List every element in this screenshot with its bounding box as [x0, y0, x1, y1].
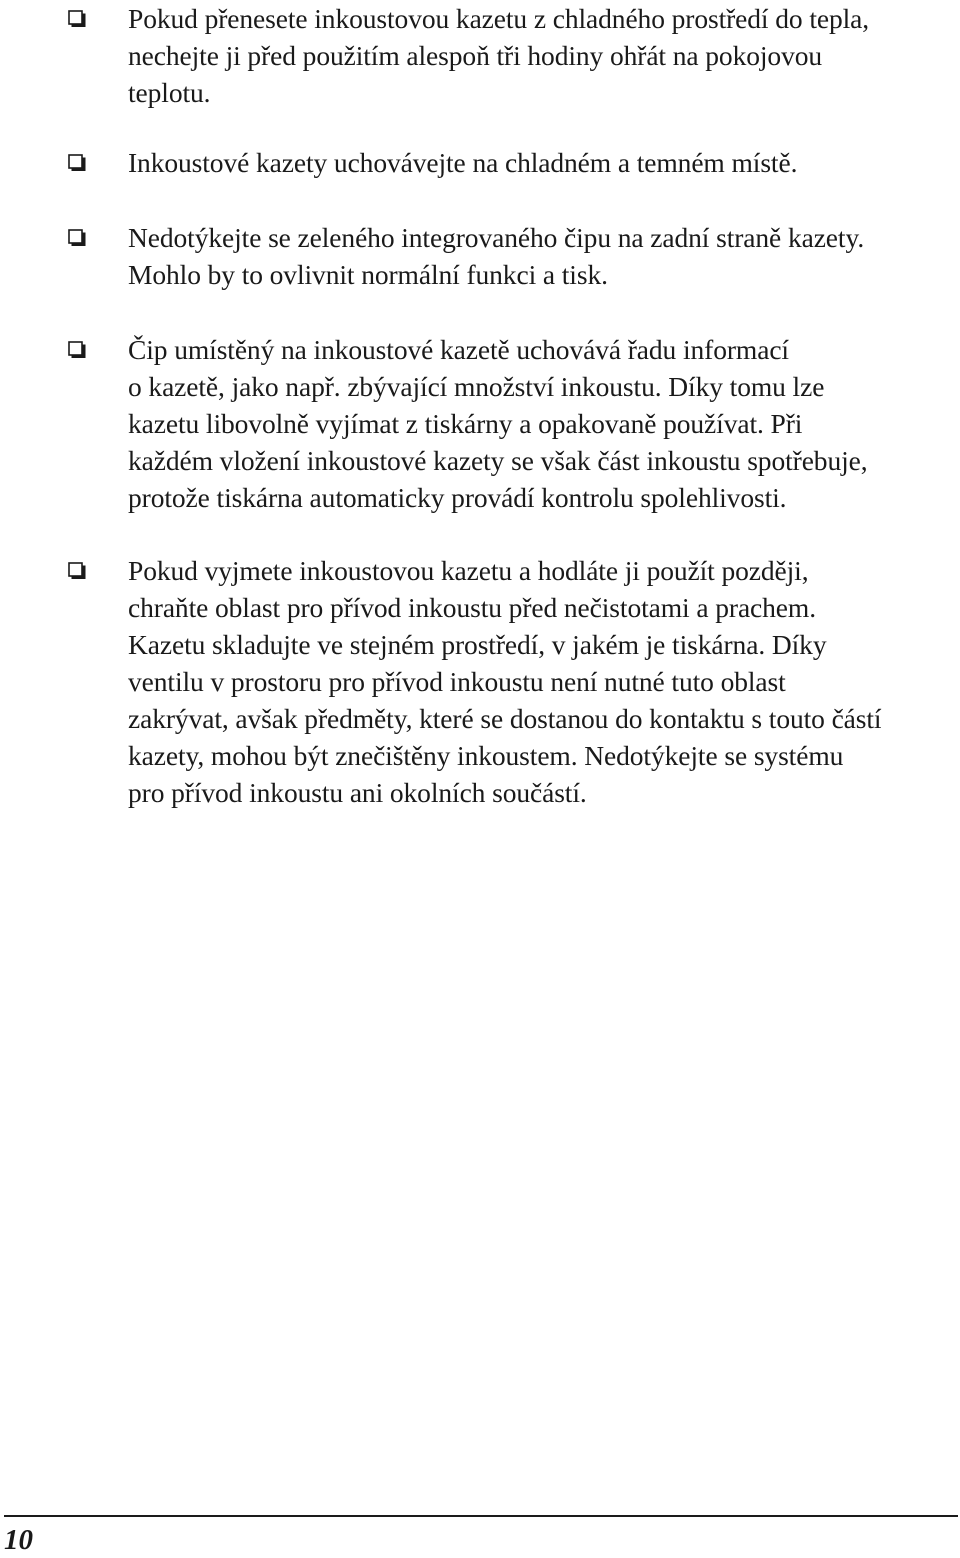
list-item-text: Inkoustové kazety uchovávejte na chladném a temném místě.: [128, 147, 798, 178]
list-item-text: Nedotýkejte se zeleného integrovaného čipu na zadní straně kazety. Mohlo by to ovlivnit normální funkci a tisk.: [128, 222, 865, 290]
footer-divider: [4, 1515, 958, 1517]
list-item-text: Pokud přenesete inkoustovou kazetu z chladného prostředí do tepla, nechejte ji před použitím alespoň tři hodiny ohřát na pokojovou teplotu.: [128, 3, 870, 108]
checkbox-icon: [68, 10, 86, 28]
list-item-text: Pokud vyjmete inkoustovou kazetu a hodláte ji použít později, chraňte oblast pro přívod inkoustu před nečistotami a prachem. Kazetu skladujte ve stejném prostředí, v jakém je tiskárna. Díky ventilu v prostoru pro přívod inkoustu není nutné tuto oblast zakrývat, avšak předměty, které se dostanou do kontaktu s touto částí kazety, mohou být znečištěny inkoustem. Nedotýkejte se systému pro přívod inkoustu ani okolních součástí.: [128, 555, 882, 808]
checkbox-icon: [68, 341, 86, 359]
page-number: 10: [4, 1524, 33, 1556]
list-item-text: Čip umístěný na inkoustové kazetě uchovává řadu informací o kazetě, jako např. zbývající množství inkoustu. Díky tomu lze kazetu libovolně vyjímat z tiskárny a opakovaně používat. Při každém vložení inkoustové kazety se však část inkoustu spotřebuje, protože tiskárna automaticky provádí kontrolu spolehlivosti.: [128, 334, 868, 513]
checkbox-icon: [68, 562, 86, 580]
checkbox-icon: [68, 229, 86, 247]
checkbox-icon: [68, 154, 86, 172]
